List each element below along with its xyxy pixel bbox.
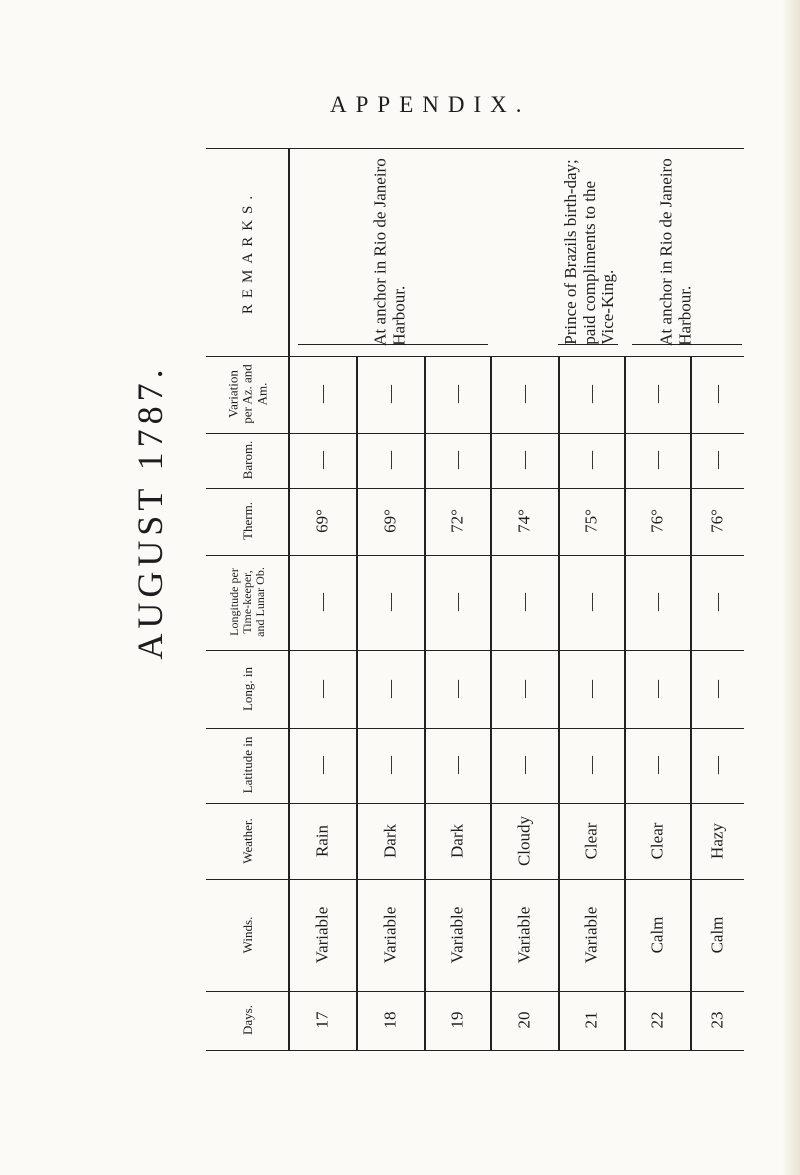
table-top-rule bbox=[206, 148, 744, 149]
row-rule bbox=[624, 356, 626, 1050]
rule-long bbox=[206, 728, 744, 729]
running-head: APPENDIX. bbox=[330, 92, 531, 117]
rule-therm bbox=[206, 555, 744, 556]
row-rule bbox=[558, 356, 560, 1050]
log-table: REMARKS. Variation per Az. and Am. Barom. Therm. Longitude per Time-keeper, and Lunar Ob. Long. in Latitude in Weather. Winds. Days. At anchor in Rio de Janeiro Harbour. Prince of Brazils birth-day; paid compliments to the Vice-King. At anchor in Rio de Janeiro Harbour. — — 69° — — — Rain Variable 17 — — 69° — — — Dark Variable 18 — — 72° — — — Dark Variable 19 — — 74° — — — Cloudy Variable 20 — — 75° — — — Clear Variable 21 — — 76° — — — Clear Calm 22 — — 76° — — — Hazy Calm 23 bbox=[206, 148, 744, 1050]
table-bottom-rule bbox=[206, 1050, 744, 1051]
rule-latitude bbox=[206, 803, 744, 804]
row-rule bbox=[690, 356, 692, 1050]
row-rule bbox=[288, 148, 290, 1050]
row-rule bbox=[424, 356, 426, 1050]
rule-longitude-tk bbox=[206, 650, 744, 651]
page-edge bbox=[782, 0, 800, 1175]
rule-remarks bbox=[206, 356, 744, 357]
row-rule bbox=[356, 356, 358, 1050]
rule-variation bbox=[206, 433, 744, 434]
rule-weather bbox=[206, 879, 744, 880]
rule-barom bbox=[206, 488, 744, 489]
rule-winds bbox=[206, 991, 744, 992]
side-title-text: AUGUST 1787. bbox=[130, 364, 170, 660]
row-rule bbox=[490, 356, 492, 1050]
